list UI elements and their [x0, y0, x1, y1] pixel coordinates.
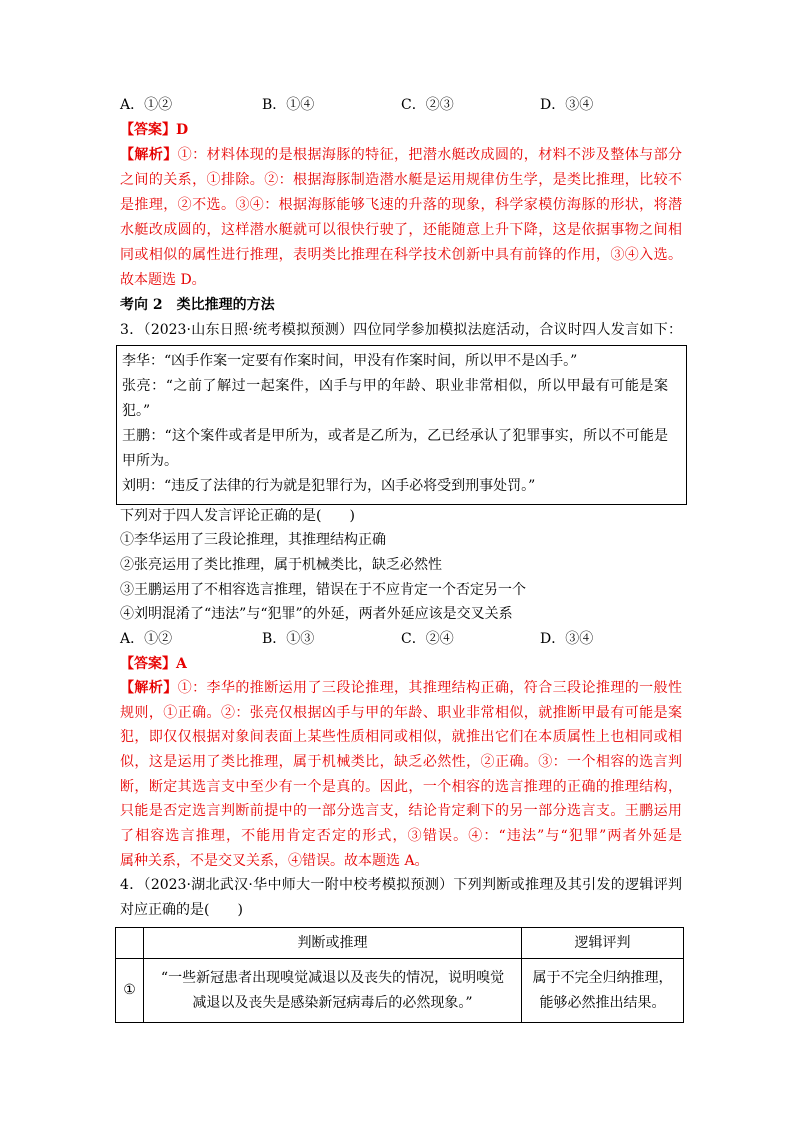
answer-label: 【答案】	[120, 655, 176, 672]
statement-line: 李华：“凶手作案一定要有作案时间，甲没有作案时间，所以甲不是凶手。”	[122, 353, 578, 369]
q3-answer	[120, 652, 682, 677]
analysis-label: 【解析】	[120, 146, 178, 163]
q3-option-a: A．①②	[120, 630, 173, 647]
q3-analysis-line: 了相容选言推理，不能用肯定否定的形式，③错误。④：“违法”与“犯罪”两者外延是	[120, 828, 682, 845]
evaluation-line: 能够必然推出结果。	[539, 994, 666, 1011]
statement-cell	[144, 959, 522, 1023]
q3-stem: 3．（2023·山东日照·统考模拟预测）四位同学参加模拟法庭活动，合议时四人发言如下：	[120, 321, 682, 338]
header-evaluation: 逻辑评判	[522, 928, 684, 959]
q3-option-d: D．③④	[540, 630, 594, 647]
q2-option-a: A．①②	[120, 96, 173, 113]
q4-stem-line: 对应正确的是( )	[120, 901, 243, 918]
q3-item: ①李华运用了三段论推理，其推理结构正确	[120, 532, 386, 549]
row-number: ①	[116, 959, 144, 1023]
q3-question: 下列对于四人发言评论正确的是( )	[120, 507, 355, 524]
statement-line: “一些新冠患者出现嗅觉减退以及丧失的情况，说明嗅觉	[160, 969, 505, 986]
header-number-cell	[116, 928, 144, 959]
statement-line: 犯。”	[122, 403, 151, 419]
q3-analysis-line: 规则，①正确。②：张亮仅根据凶手与甲的年龄、职业非常相似，就推断甲最有可能是案	[120, 704, 682, 721]
q2-options-row	[120, 93, 682, 118]
analysis-label: 【解析】	[120, 680, 178, 697]
table-header-row	[116, 928, 684, 959]
evaluation-cell	[522, 959, 684, 1023]
q2-analysis-line: 故本题选 D。	[120, 271, 206, 288]
q3-analysis-line	[120, 676, 682, 701]
q2-option-b: B．①④	[262, 96, 315, 113]
header-statement: 判断或推理	[144, 928, 522, 959]
q3-statements-box	[116, 345, 687, 505]
q3-analysis-line: 断，断定其选言支中至少有一个是真的。因此，一个相容的选言推理的正确的推理结构，	[120, 778, 682, 795]
answer-value: D	[176, 121, 189, 138]
q3-options-row	[120, 627, 682, 652]
question-3-section	[120, 504, 682, 923]
q3-item: ③王鹏运用了不相容选言推理，错误在于不应肯定一个否定另一个	[120, 581, 526, 598]
q3-analysis-line: 只能是否定选言判断前提中的一部分选言支，结论肯定剩下的另一部分选言支。王鹏运用	[120, 803, 682, 820]
q3-analysis-line: 属种关系，不是交叉关系，④错误。故本题选 A。	[120, 852, 429, 869]
statement-line: 张亮：“之前了解过一起案件，凶手与甲的年龄、职业非常相似，所以甲最有可能是案	[122, 378, 668, 394]
q3-item: ④刘明混淆了“违法”与“犯罪”的外延，两者外延应该是交叉关系	[120, 606, 513, 623]
q2-analysis-line: 是推理，②不选。③④：根据海豚能够飞速的升落的现象，科学家模仿海豚的形状，将潜	[120, 196, 682, 213]
statement-line: 减退以及丧失是感染新冠病毒后的必然现象。”	[192, 994, 473, 1011]
q2-analysis-line	[120, 143, 682, 168]
statement-line: 甲所为。	[122, 453, 178, 469]
q2-analysis-line: 之间的关系，①排除。②：根据海豚制造潜水艇是运用规律仿生学，是类比推理，比较不	[120, 171, 682, 188]
statement-line: 刘明：“违反了法律的行为就是犯罪行为，凶手必将受到刑事处罚。”	[122, 478, 536, 494]
q3-option-b: B．①③	[262, 630, 315, 647]
answer-value: A	[176, 655, 187, 672]
statement-line: 王鹏：“这个案件或者是甲所为，或者是乙所为，乙已经承认了犯罪事实，所以不可能是	[122, 428, 668, 444]
q4-stem-line: 4．（2023·湖北武汉·华中师大一附中校考模拟预测）下列判断或推理及其引发的逻辑评判	[120, 877, 682, 894]
q3-analysis-line: 犯，即仅仅根据对象间表面上某些性质相同或相似，就推出它们在本质属性上也相同或相	[120, 729, 682, 746]
section-heading: 考向 2 类比推理的方法	[120, 296, 275, 313]
evaluation-line: 属于不完全归纳推理，	[532, 969, 673, 986]
q3-item: ②张亮运用了类比推理，属于机械类比，缺乏必然性	[120, 556, 442, 573]
q2-analysis-line: 同或相似的属性进行推理，表明类比推理在科学技术创新中具有前锋的作用，③④入选。	[120, 246, 682, 263]
q2-option-c: C．②③	[401, 96, 454, 113]
answer-label: 【答案】	[120, 121, 176, 138]
analysis-text: ①：材料体现的是根据海豚的特征，把潜水艇改成圆的，材料不涉及整体与部分	[177, 146, 683, 163]
question-2-section	[120, 93, 682, 343]
q2-answer	[120, 118, 682, 143]
q3-option-c: C．②④	[401, 630, 454, 647]
q3-analysis-line: 似，这是运用了类比推理，属于机械类比，缺乏必然性，②正确。③：一个相容的选言判	[120, 754, 682, 771]
q2-analysis-line: 水艇改成圆的，这样潜水艇就可以很快行驶了，还能随意上升下降，这是依据事物之间相	[120, 221, 682, 238]
q2-option-d: D．③④	[540, 96, 594, 113]
table-row	[116, 959, 684, 1023]
q4-table	[115, 927, 684, 1023]
analysis-text: ①：李华的推断运用了三段论推理，其推理结构正确，符合三段论推理的一般性	[177, 680, 683, 697]
